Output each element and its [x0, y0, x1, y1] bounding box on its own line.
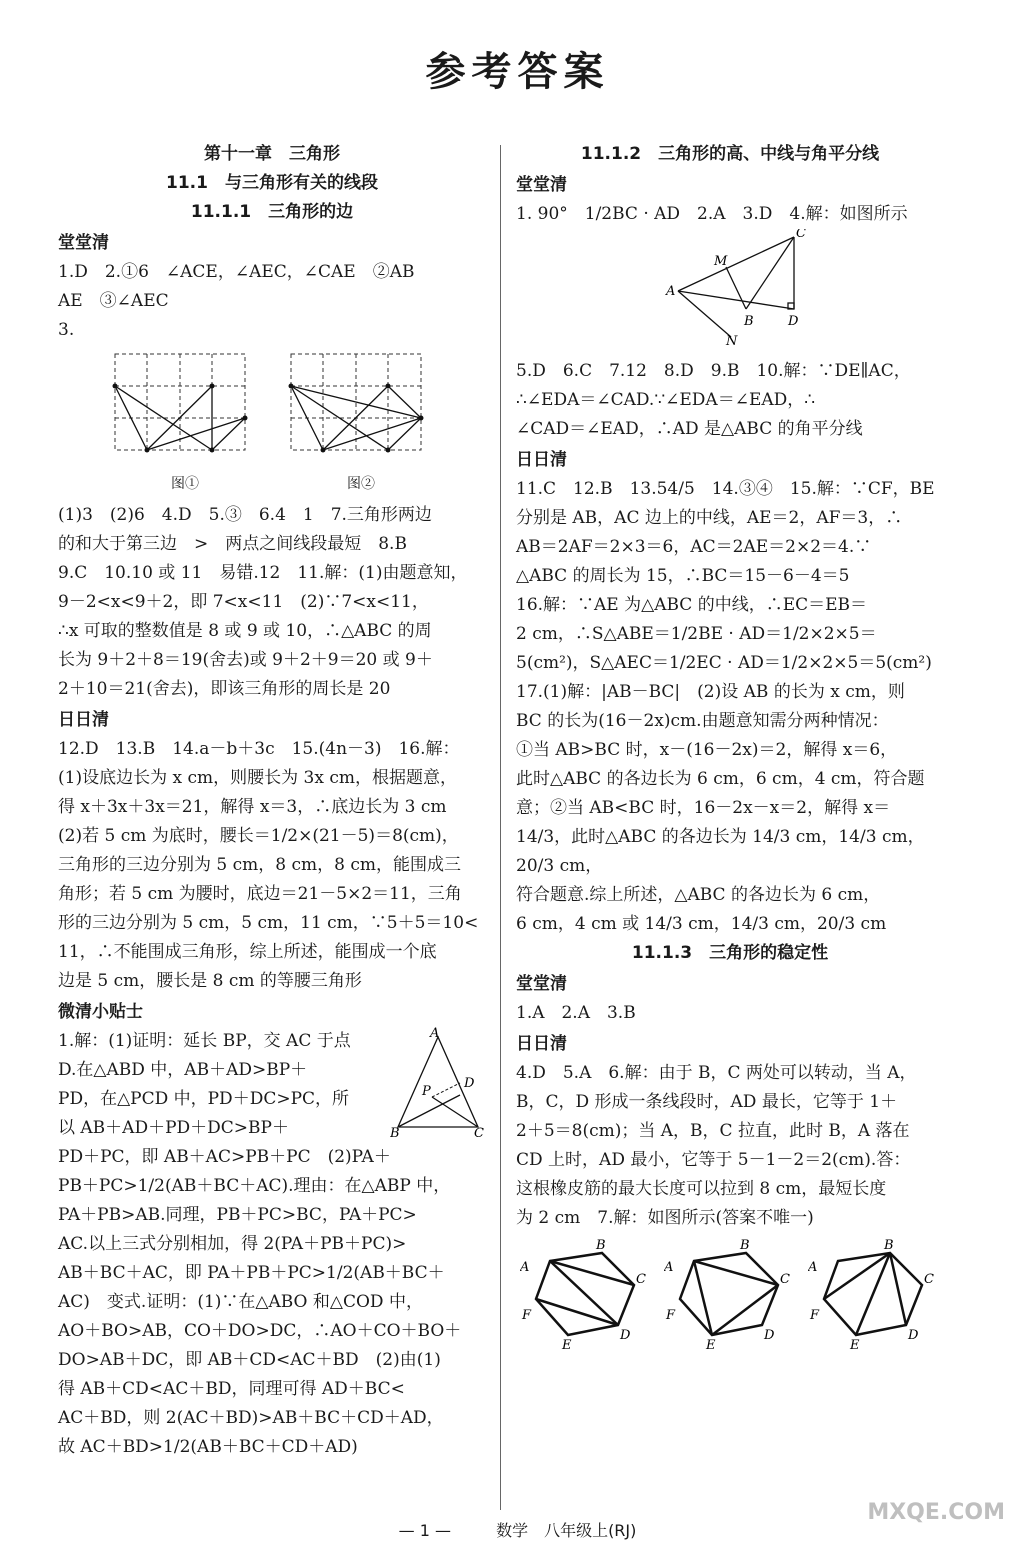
label-a: A — [666, 284, 676, 299]
answer-line: 16.解：∵AE 为△ABC 的中线，∴EC＝EB＝ — [516, 595, 868, 615]
answer-line: 此时△ABC 的各边长为 6 cm，6 cm，4 cm，符合题 — [516, 769, 925, 789]
label-d: D — [788, 314, 799, 329]
label-b: B — [596, 1239, 606, 1253]
answer-line: 11.C 12.B 13.54/5 14.③④ 15.解：∵CF，BE — [516, 479, 935, 499]
section-title: 11.1 与三角形有关的线段 — [166, 173, 378, 193]
answer-line: △ABC 的周长为 15，∴BC＝15－6－4＝5 — [516, 566, 850, 586]
grid-triangle-figure-1 — [110, 349, 260, 459]
label-e: E — [706, 1338, 716, 1349]
answer-line: 的和大于第三边 > 两点之间线段最短 8.B — [58, 534, 407, 554]
left-column — [58, 140, 486, 1462]
answer-line: AO＋BO>AB，CO＋DO>DC，∴AO＋CO＋BO＋ — [58, 1321, 462, 1341]
answer-line: D.在△ABD 中，AB＋AD>BP＋ — [58, 1060, 308, 1080]
tips-with-figure — [58, 1027, 486, 1143]
answer-line: 5(cm²)，S△AEC＝1/2EC · AD＝1/2×2×5＝5(cm²) — [516, 653, 932, 673]
tang-heading: 堂堂清 — [516, 974, 567, 994]
answer-line: AC＋BD，则 2(AC＋BD)>AB＋BC＋CD＋AD， — [58, 1408, 444, 1428]
answer-line: (2)若 5 cm 为底时，腰长＝1/2×(21－5)＝8(cm)， — [58, 826, 459, 846]
figure-1-caption: 图① — [171, 476, 199, 492]
label-m: M — [714, 254, 728, 269]
answer-line: AB＝2AF＝2×3＝6，AC＝2AE＝2×2＝4.∵ — [516, 537, 872, 557]
answer-line: 故 AC＋BD>1/2(AB＋BC＋CD＋AD) — [58, 1437, 358, 1457]
answer-line: 17.(1)解：|AB－BC| (2)设 AB 的长为 x cm，则 — [516, 682, 905, 702]
label-c: C — [474, 1126, 484, 1139]
label-a: A — [808, 1260, 818, 1275]
page-title: 参考答案 — [425, 49, 610, 95]
tang-heading: 堂堂清 — [516, 175, 567, 195]
hexagon-figure-2 — [664, 1239, 792, 1349]
answer-line: B，C，D 形成一条线段时，AD 最长，它等于 1＋ — [516, 1092, 898, 1112]
answer-line: 5.D 6.C 7.12 8.D 9.B 10.解：∵DE∥AC， — [516, 361, 911, 381]
label-a: A — [520, 1260, 530, 1275]
ri-heading: 日日清 — [58, 710, 109, 730]
answer-line: ①当 AB>BC 时，x－(16－2x)＝2，解得 x＝6， — [516, 740, 898, 760]
answer-line: 1.解：(1)证明：延长 BP，交 AC 于点 — [58, 1031, 351, 1051]
ri-heading: 日日清 — [516, 1034, 567, 1054]
label-e: E — [850, 1338, 860, 1349]
label-c: C — [924, 1272, 934, 1287]
hexagon-figure-1 — [520, 1239, 648, 1349]
triangle-abc-point-p-figure — [390, 1027, 486, 1139]
answer-line: PA＋PB>AB.同理，PB＋PC>BC，PA＋PC> — [58, 1205, 417, 1225]
hexagon-figure-3 — [808, 1239, 936, 1349]
answer-line: PB＋PC>1/2(AB＋BC＋AC).理由：在△ABP 中， — [58, 1176, 451, 1196]
answer-line: AB＋BC＋AC，即 PA＋PB＋PC>1/2(AB＋BC＋ — [58, 1263, 445, 1283]
label-b: B — [884, 1239, 894, 1253]
right-column — [516, 140, 944, 1349]
answer-line: 意；②当 AB<BC 时，16－2x－x＝2，解得 x＝ — [516, 798, 891, 818]
subsection-title: 11.1.2 三角形的高、中线与角平分线 — [580, 144, 880, 164]
grid-figures — [110, 349, 486, 499]
answer-line: 为 2 cm 7.解：如图所示(答案不唯一) — [516, 1208, 814, 1228]
column-divider — [500, 145, 501, 1510]
answer-line: 2 cm，∴S△ABE＝1/2BE · AD＝1/2×2×5＝ — [516, 624, 877, 644]
label-p: P — [422, 1084, 431, 1099]
answer-line: 1. 90° 1/2BC · AD 2.A 3.D 4.解：如图所示 — [516, 204, 908, 224]
label-d: D — [764, 1328, 775, 1343]
answer-line: 9.C 10.10 或 11 易错.12 11.解：(1)由题意知， — [58, 563, 468, 583]
page-number: — 1 — — [398, 1521, 451, 1540]
answer-line: 2＋10＝21(舍去)，即该三角形的周长是 20 — [58, 679, 391, 699]
label-c: C — [796, 229, 806, 241]
answer-line: PD，在△PCD 中，PD＋DC>PC，所 — [58, 1089, 350, 1109]
altitude-median-figure — [516, 229, 936, 347]
answer-line: 12.D 13.B 14.a－b＋3c 15.(4n－3) 16.解： — [58, 739, 460, 759]
label-b: B — [740, 1239, 750, 1253]
label-n: N — [726, 334, 738, 347]
answer-line: 分别是 AB，AC 边上的中线，AE＝2，AF＝3，∴ — [516, 508, 903, 528]
answer-line: DO>AB＋DC，即 AB＋CD<AC＋BD (2)由(1) — [58, 1350, 441, 1370]
answer-line: 以 AB＋AD＋PD＋DC>BP＋ — [58, 1118, 289, 1138]
answer-line: AC) 变式.证明：(1)∵在△ABO 和△COD 中， — [58, 1292, 423, 1312]
ri-heading: 日日清 — [516, 450, 567, 470]
label-b: B — [390, 1126, 400, 1139]
answer-line: (1)设底边长为 x cm，则腰长为 3x cm，根据题意， — [58, 768, 457, 788]
answer-line: 角形；若 5 cm 为腰时，底边＝21－5×2＝11，三角 — [58, 884, 462, 904]
grid-triangle-figure-2 — [286, 349, 436, 459]
subsection-title: 11.1.1 三角形的边 — [190, 202, 354, 222]
answer-line: 这根橡皮筋的最大长度可以拉到 8 cm，最短长度 — [516, 1179, 887, 1199]
answer-line: PD＋PC，即 AB＋AC>PB＋PC (2)PA＋ — [58, 1147, 391, 1167]
label-f: F — [666, 1308, 676, 1323]
answer-line: 符合题意.综上所述，△ABC 的各边长为 6 cm， — [516, 885, 881, 905]
answer-line: 1.D 2.①6 ∠ACE，∠AEC，∠CAE ②AB — [58, 262, 415, 282]
answer-line: (1)3 (2)6 4.D 5.③ 6.4 1 7.三角形两边 — [58, 505, 432, 525]
label-a: A — [430, 1027, 440, 1041]
answer-line: 9－2<x<9＋2，即 7<x<11 (2)∵7<x<11， — [58, 592, 429, 612]
label-f: F — [810, 1308, 820, 1323]
answer-line: 边是 5 cm，腰长是 8 cm 的等腰三角形 — [58, 971, 362, 991]
label-d: D — [908, 1328, 919, 1343]
tang-heading: 堂堂清 — [58, 233, 109, 253]
hexagon-figures — [520, 1239, 944, 1349]
figure-1 — [110, 349, 260, 499]
answer-line: AE ③∠AEC — [58, 291, 169, 311]
tips-heading: 微清小贴士 — [58, 1002, 143, 1022]
answer-line: 4.D 5.A 6.解：由于 B，C 两处可以转动，当 A， — [516, 1063, 917, 1083]
label-f: F — [522, 1308, 532, 1323]
figure-2-caption: 图② — [347, 476, 375, 492]
answer-line: 11，∴不能围成三角形，综上所述，能围成一个底 — [58, 942, 437, 962]
answer-line: 长为 9＋2＋8＝19(舍去)或 9＋2＋9＝20 或 9＋ — [58, 650, 433, 670]
answer-line: ∴x 可取的整数值是 8 或 9 或 10，∴△ABC 的周 — [58, 621, 432, 641]
answer-line: 得 AB＋CD<AC＋BD，同理可得 AD＋BC< — [58, 1379, 405, 1399]
answer-line: 14/3，此时△ABC 的各边长为 14/3 cm，14/3 cm，20/3 cm， — [516, 827, 925, 876]
answer-line: CD 上时，AD 最小，它等于 5－1－2＝2(cm).答： — [516, 1150, 911, 1170]
answer-line: 2＋5＝8(cm)；当 A，B，C 拉直，此时 B，A 落在 — [516, 1121, 910, 1141]
answer-line: ∠CAD＝∠EAD，∴AD 是△ABC 的角平分线 — [516, 419, 863, 439]
chapter-title: 第十一章 三角形 — [204, 144, 340, 164]
label-c: C — [636, 1272, 646, 1287]
figure-2 — [286, 349, 436, 499]
label-d: D — [464, 1076, 475, 1091]
label-a: A — [664, 1260, 674, 1275]
answer-line: AC.以上三式分别相加，得 2(PA＋PB＋PC)> — [58, 1234, 407, 1254]
answer-line: 形的三边分别为 5 cm，5 cm，11 cm，∵5＋5＝10< — [58, 913, 479, 933]
label-d: D — [620, 1328, 631, 1343]
answer-line: 3. — [58, 320, 75, 340]
answer-line: BC 的长为(16－2x)cm.由题意知需分两种情况： — [516, 711, 889, 731]
watermark: MXQE.COM — [867, 1500, 1005, 1525]
answer-line: 6 cm，4 cm 或 14/3 cm，14/3 cm，20/3 cm — [516, 914, 887, 934]
label-b: B — [744, 314, 754, 329]
answer-line: 得 x＋3x＋3x＝21，解得 x＝3，∴底边长为 3 cm — [58, 797, 447, 817]
label-e: E — [562, 1338, 572, 1349]
subsection-title: 11.1.3 三角形的稳定性 — [631, 943, 829, 963]
answer-line: 三角形的三边分别为 5 cm，8 cm，8 cm，能围成三 — [58, 855, 461, 875]
book-info: 数学 八年级上(RJ) — [496, 1521, 637, 1540]
answer-line: 1.A 2.A 3.B — [516, 1003, 636, 1023]
label-c: C — [780, 1272, 790, 1287]
answer-line: ∴∠EDA＝∠CAD.∵∠EDA＝∠EAD，∴ — [516, 390, 816, 410]
